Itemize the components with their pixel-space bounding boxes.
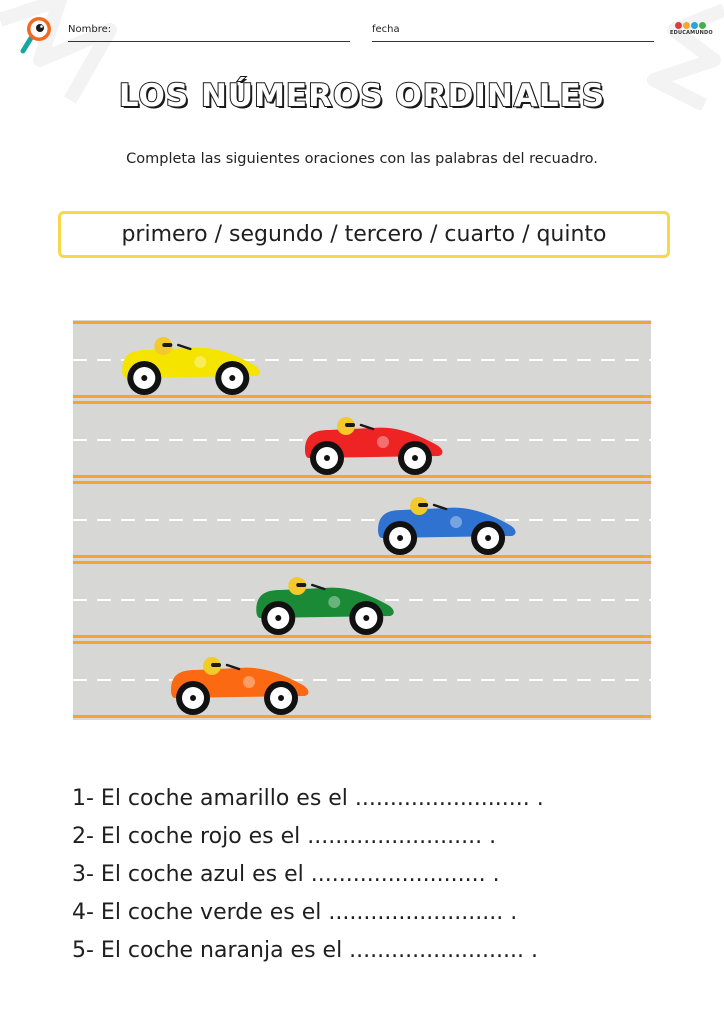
red-car-wheel-hub [324, 455, 330, 461]
page-title: LOS NÚMEROS ORDINALES [118, 78, 606, 114]
green-car-visor [296, 583, 306, 587]
red-car-wheel-hub [412, 455, 418, 461]
lane-border-top [73, 561, 651, 564]
yellow-car-wheel-hub [141, 375, 147, 381]
orange-car-visor [211, 663, 221, 667]
lane-border-bottom [73, 635, 651, 638]
brand-dots-icon [670, 22, 710, 29]
question-2[interactable]: 2- El coche rojo es el ......................... . [72, 824, 497, 849]
green-car-highlight [328, 596, 340, 608]
brand-name: EDUCAMUNDO [670, 30, 713, 36]
green-car-wheel-hub [363, 615, 369, 621]
red-car-visor [345, 423, 355, 427]
name-field[interactable] [68, 24, 350, 42]
red-car-highlight [377, 436, 389, 448]
questions-list [72, 780, 544, 970]
date-field[interactable] [372, 24, 654, 42]
blue-car-visor [418, 503, 428, 507]
yellow-car-highlight [194, 356, 206, 368]
brand-logo [670, 22, 713, 36]
blue-car-highlight [450, 516, 462, 528]
lane-border-bottom [73, 395, 651, 398]
blue-car-wheel-hub [485, 535, 491, 541]
orange-car-highlight [243, 676, 255, 688]
lane-border-bottom [73, 475, 651, 478]
magnifier-logo-icon [20, 14, 56, 54]
lane-border-top [73, 321, 651, 324]
question-3[interactable]: 3- El coche azul es el ......................... . [72, 862, 500, 887]
word-bank-box [58, 211, 670, 258]
instruction-text: Completa las siguientes oraciones con las palabras del recuadro. [126, 151, 598, 167]
yellow-car-wheel-hub [229, 375, 235, 381]
lane-border-top [73, 481, 651, 484]
question-4[interactable]: 4- El coche verde es el ......................... . [72, 900, 518, 925]
lane-border-top [73, 401, 651, 404]
orange-car-wheel-hub [278, 695, 284, 701]
lane-border-bottom [73, 715, 651, 718]
lane-border-top [73, 641, 651, 644]
blue-car-wheel-hub [397, 535, 403, 541]
word-bank-text: primero / segundo / tercero / cuarto / quinto [121, 222, 607, 247]
date-label: fecha [372, 24, 400, 35]
question-1[interactable]: 1- El coche amarillo es el ......................... . [72, 786, 544, 811]
name-label: Nombre: [68, 24, 112, 35]
race-track [73, 320, 651, 720]
green-car-wheel-hub [275, 615, 281, 621]
question-5[interactable]: 5- El coche naranja es el ......................... . [72, 938, 538, 963]
orange-car-wheel-hub [190, 695, 196, 701]
yellow-car-visor [162, 343, 172, 347]
lane-border-bottom [73, 555, 651, 558]
